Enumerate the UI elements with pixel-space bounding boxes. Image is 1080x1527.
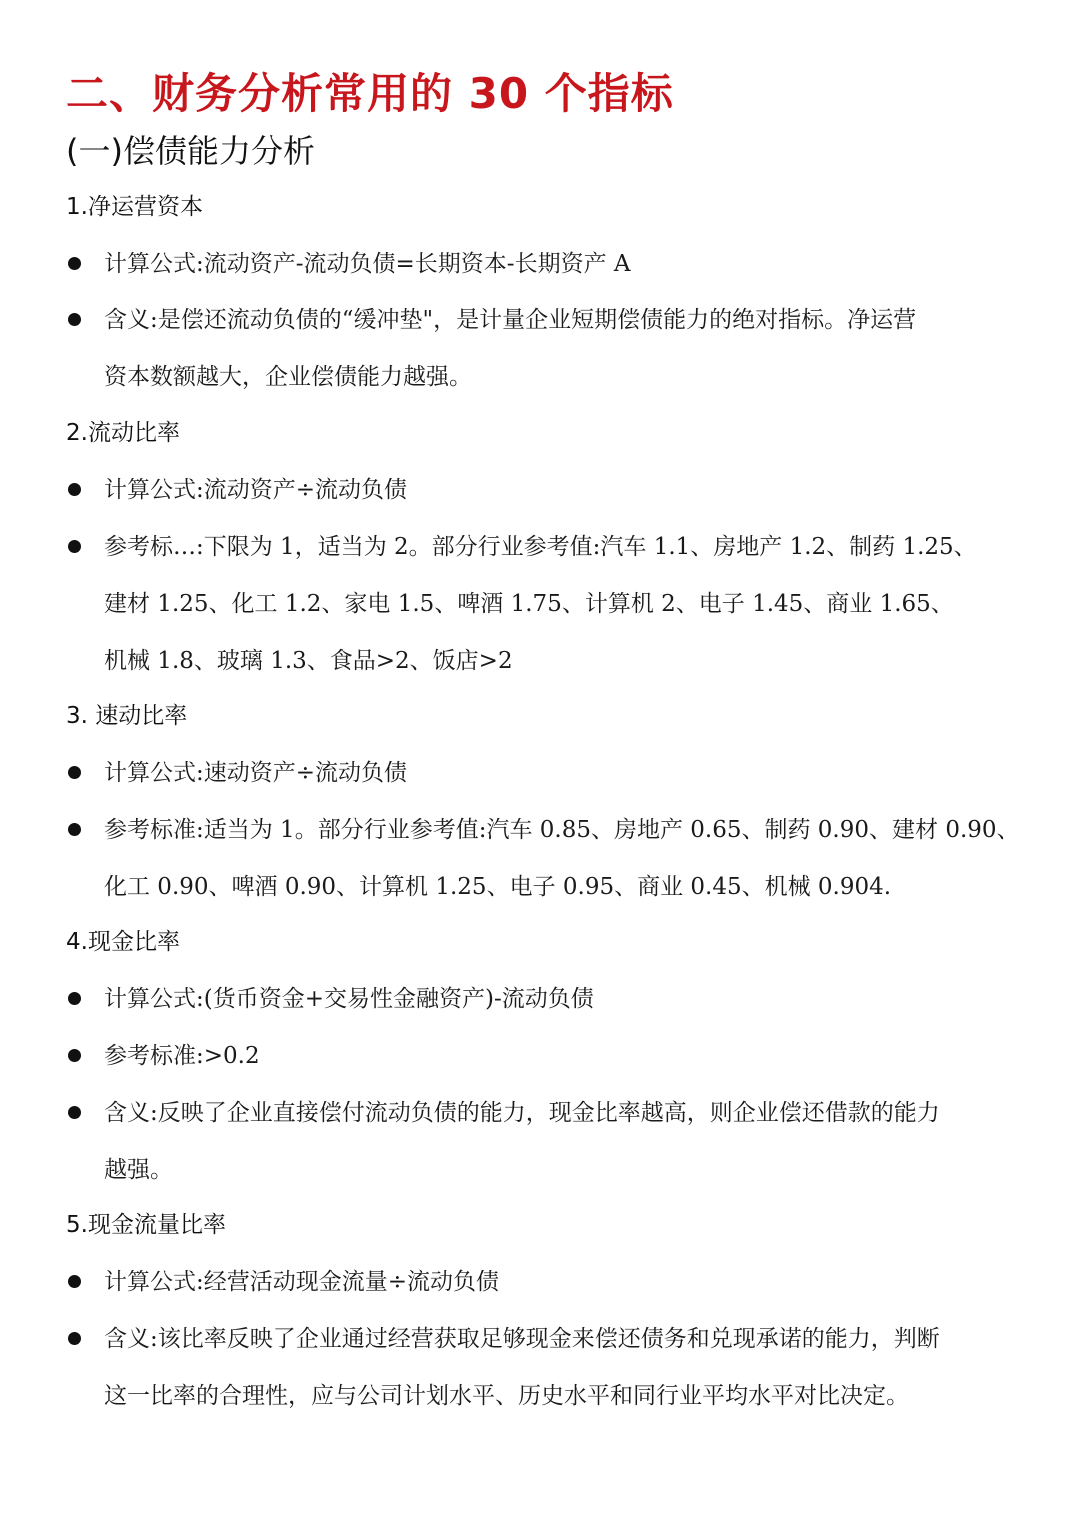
bullet-icon	[68, 1275, 81, 1288]
list-item-text: 越强。	[104, 1157, 173, 1183]
section-heading: 1.净运营资本	[66, 194, 203, 220]
section-heading: 5.现金流量比率	[66, 1212, 226, 1238]
list-item-text: 参考标准:适当为 1。部分行业参考值:汽车 0.85、房地产 0.65、制药 0.90、建材 0.90、	[104, 817, 1020, 843]
bullet-icon	[68, 1106, 81, 1119]
list-item-text: 建材 1.25、化工 1.2、家电 1.5、啤酒 1.75、计算机 2、电子 1.45、商业 1.65、	[104, 591, 954, 617]
list-item-text: 含义:该比率反映了企业通过经营获取足够现金来偿还债务和兑现承诺的能力，判断	[104, 1326, 940, 1352]
section-heading: 4.现金比率	[66, 929, 180, 955]
bullet-icon	[68, 1049, 81, 1062]
list-item-text: 参考标准:>0.2	[104, 1043, 260, 1069]
bullet-icon	[68, 992, 81, 1005]
section-heading: 3. 速动比率	[66, 703, 188, 729]
list-item-text: 资本数额越大，企业偿债能力越强。	[104, 364, 472, 390]
list-item-text: 计算公式:流动资产-流动负债=长期资本-长期资产 A	[104, 251, 631, 277]
list-item-text: 计算公式:(货币资金+交易性金融资产)-流动负债	[104, 986, 594, 1012]
page-title: 二、财务分析常用的 30 个指标	[66, 69, 674, 118]
bullet-icon	[68, 766, 81, 779]
list-item-text: 含义:是偿还流动负债的“缓冲垫"，是计量企业短期偿债能力的绝对指标。净运营	[104, 307, 917, 333]
section-subtitle: (一)偿债能力分析	[66, 132, 315, 170]
list-item-text: 计算公式:流动资产÷流动负债	[104, 477, 408, 503]
bullet-icon	[68, 483, 81, 496]
section-heading: 2.流动比率	[66, 420, 180, 446]
list-item-text: 机械 1.8、玻璃 1.3、食品>2、饭店>2	[104, 648, 513, 674]
bullet-icon	[68, 313, 81, 326]
bullet-icon	[68, 823, 81, 836]
list-item-text: 计算公式:经营活动现金流量÷流动负债	[104, 1269, 500, 1295]
bullet-icon	[68, 540, 81, 553]
list-item-text: 含义:反映了企业直接偿付流动负债的能力，现金比率越高，则企业偿还借款的能力	[104, 1100, 940, 1126]
bullet-icon	[68, 1332, 81, 1345]
list-item-text: 计算公式:速动资产÷流动负债	[104, 760, 408, 786]
list-item-text: 参考标…:下限为 1，适当为 2。部分行业参考值:汽车 1.1、房地产 1.2、制药 1.25、	[104, 534, 977, 560]
bullet-icon	[68, 257, 81, 270]
list-item-text: 这一比率的合理性，应与公司计划水平、历史水平和同行业平均水平对比决定。	[104, 1383, 909, 1409]
list-item-text: 化工 0.90、啤酒 0.90、计算机 1.25、电子 0.95、商业 0.45、机械 0.904.	[104, 874, 892, 900]
